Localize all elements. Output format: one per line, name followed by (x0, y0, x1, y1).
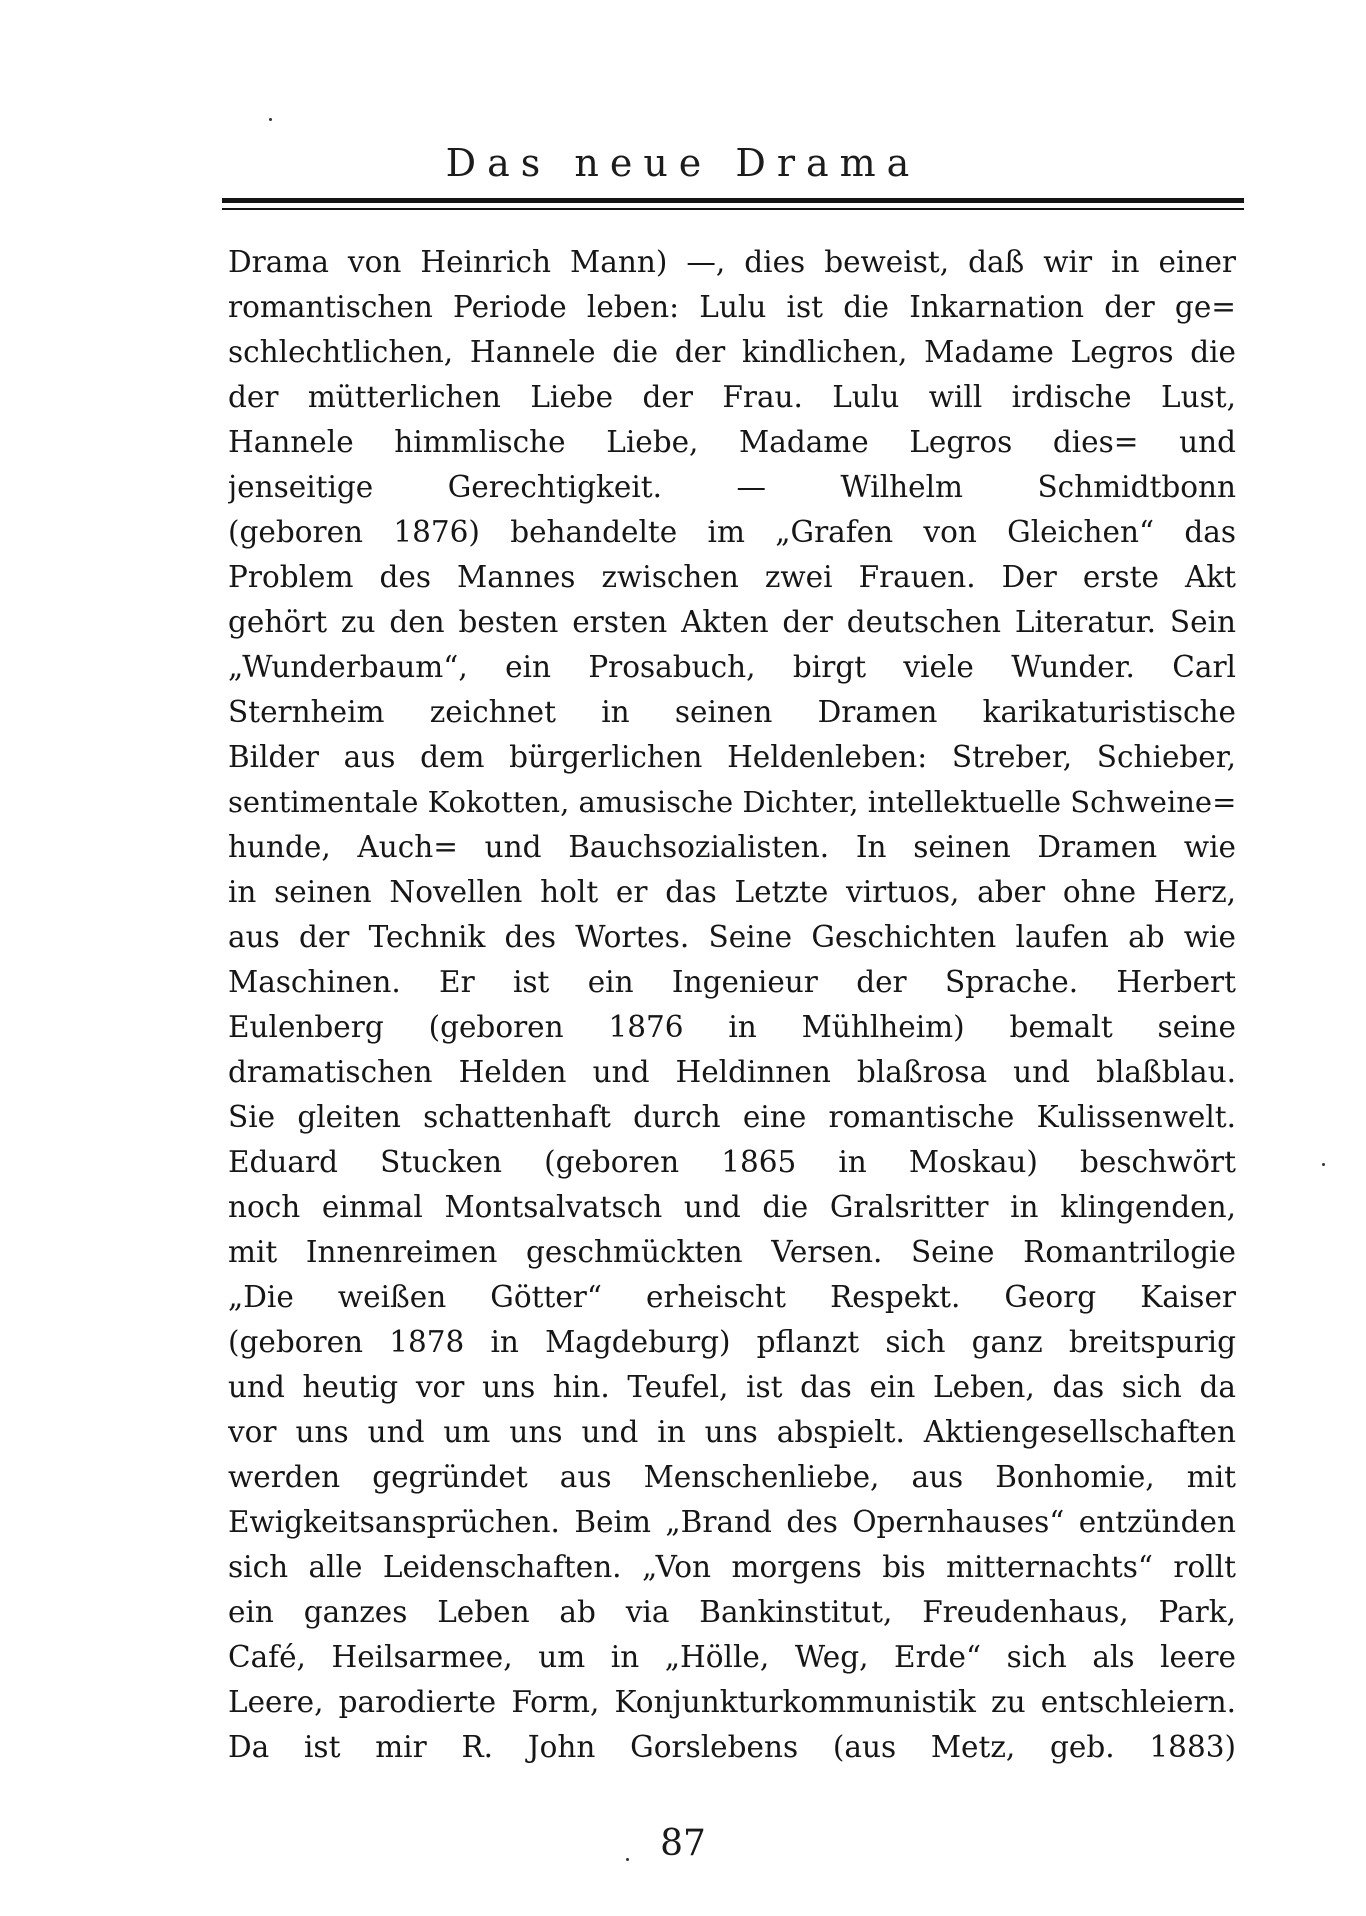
text-line: werden gegründet aus Menschenliebe, aus Bonhomie, mit (228, 1460, 1236, 1494)
text-line: (geboren 1878 in Magdeburg) pflanzt sich ganz breitspurig (228, 1325, 1236, 1359)
text-line: Sternheim zeichnet in seinen Dramen karikaturistische (228, 695, 1236, 729)
text-line: dramatischen Helden und Heldinnen blaßrosa und blaßblau. (228, 1055, 1236, 1089)
text-line: der mütterlichen Liebe der Frau. Lulu will irdische Lust, (228, 380, 1236, 414)
text-line: aus der Technik des Wortes. Seine Geschichten laufen ab wie (228, 920, 1236, 954)
header-rule-thick (222, 198, 1244, 203)
text-line: Café, Heilsarmee, um in „Hölle, Weg, Erde“ sich als leere (228, 1640, 1236, 1674)
text-line: „Die weißen Götter“ erheischt Respekt. Georg Kaiser (228, 1280, 1236, 1314)
text-line: Hannele himmlische Liebe, Madame Legros dies= und (228, 425, 1236, 459)
text-line: vor uns und um uns und in uns abspielt. Aktiengesellschaften (228, 1415, 1236, 1449)
text-line: gehört zu den besten ersten Akten der deutschen Literatur. Sein (228, 605, 1236, 639)
print-speck (269, 118, 272, 121)
text-line: Eduard Stucken (geboren 1865 in Moskau) beschwört (228, 1145, 1236, 1179)
text-line: Sie gleiten schattenhaft durch eine romantische Kulissenwelt. (228, 1100, 1236, 1134)
text-line: Da ist mir R. John Gorslebens (aus Metz, geb. 1883) (228, 1730, 1236, 1764)
text-line: sentimentale Kokotten, amusische Dichter, intellektuelle Schweine= (228, 785, 1236, 819)
text-line: mit Innenreimen geschmückten Versen. Seine Romantrilogie (228, 1235, 1236, 1269)
text-line: Maschinen. Er ist ein Ingenieur der Sprache. Herbert (228, 965, 1236, 999)
text-line: schlechtlichen, Hannele die der kindlichen, Madame Legros die (228, 335, 1236, 369)
text-line: Drama von Heinrich Mann) —, dies beweist, daß wir in einer (228, 245, 1236, 279)
text-line: Leere, parodierte Form, Konjunkturkommunistik zu entschleiern. (228, 1685, 1236, 1719)
text-line: Problem des Mannes zwischen zwei Frauen. Der erste Akt (228, 560, 1236, 594)
print-speck (1322, 1163, 1325, 1166)
body-paragraph (228, 240, 1236, 1770)
text-line: (geboren 1876) behandelte im „Grafen von Gleichen“ das (228, 515, 1236, 549)
text-line: sich alle Leidenschaften. „Von morgens bis mitternachts“ rollt (228, 1550, 1236, 1584)
text-line: ein ganzes Leben ab via Bankinstitut, Freudenhaus, Park, (228, 1595, 1236, 1629)
text-line: romantischen Periode leben: Lulu ist die Inkarnation der ge= (228, 290, 1236, 324)
text-line: Ewigkeitsansprüchen. Beim „Brand des Opernhauses“ entzünden (228, 1505, 1236, 1539)
header-rule-thin (222, 208, 1244, 210)
text-line: „Wunderbaum“, ein Prosabuch, birgt viele Wunder. Carl (228, 650, 1236, 684)
text-line: Bilder aus dem bürgerlichen Heldenleben: Streber, Schieber, (228, 740, 1236, 774)
text-line: noch einmal Montsalvatsch und die Gralsritter in klingenden, (228, 1190, 1236, 1224)
text-line: jenseitige Gerechtigkeit. — Wilhelm Schmidtbonn (228, 470, 1236, 504)
running-header-title: Das neue Drama (445, 141, 921, 185)
page-number: 87 (660, 1823, 706, 1864)
text-line: Eulenberg (geboren 1876 in Mühlheim) bemalt seine (228, 1010, 1236, 1044)
text-line: und heutig vor uns hin. Teufel, ist das ein Leben, das sich da (228, 1370, 1236, 1404)
text-line: in seinen Novellen holt er das Letzte virtuos, aber ohne Herz, (228, 875, 1236, 909)
text-line: hunde, Auch= und Bauchsozialisten. In seinen Dramen wie (228, 830, 1236, 864)
